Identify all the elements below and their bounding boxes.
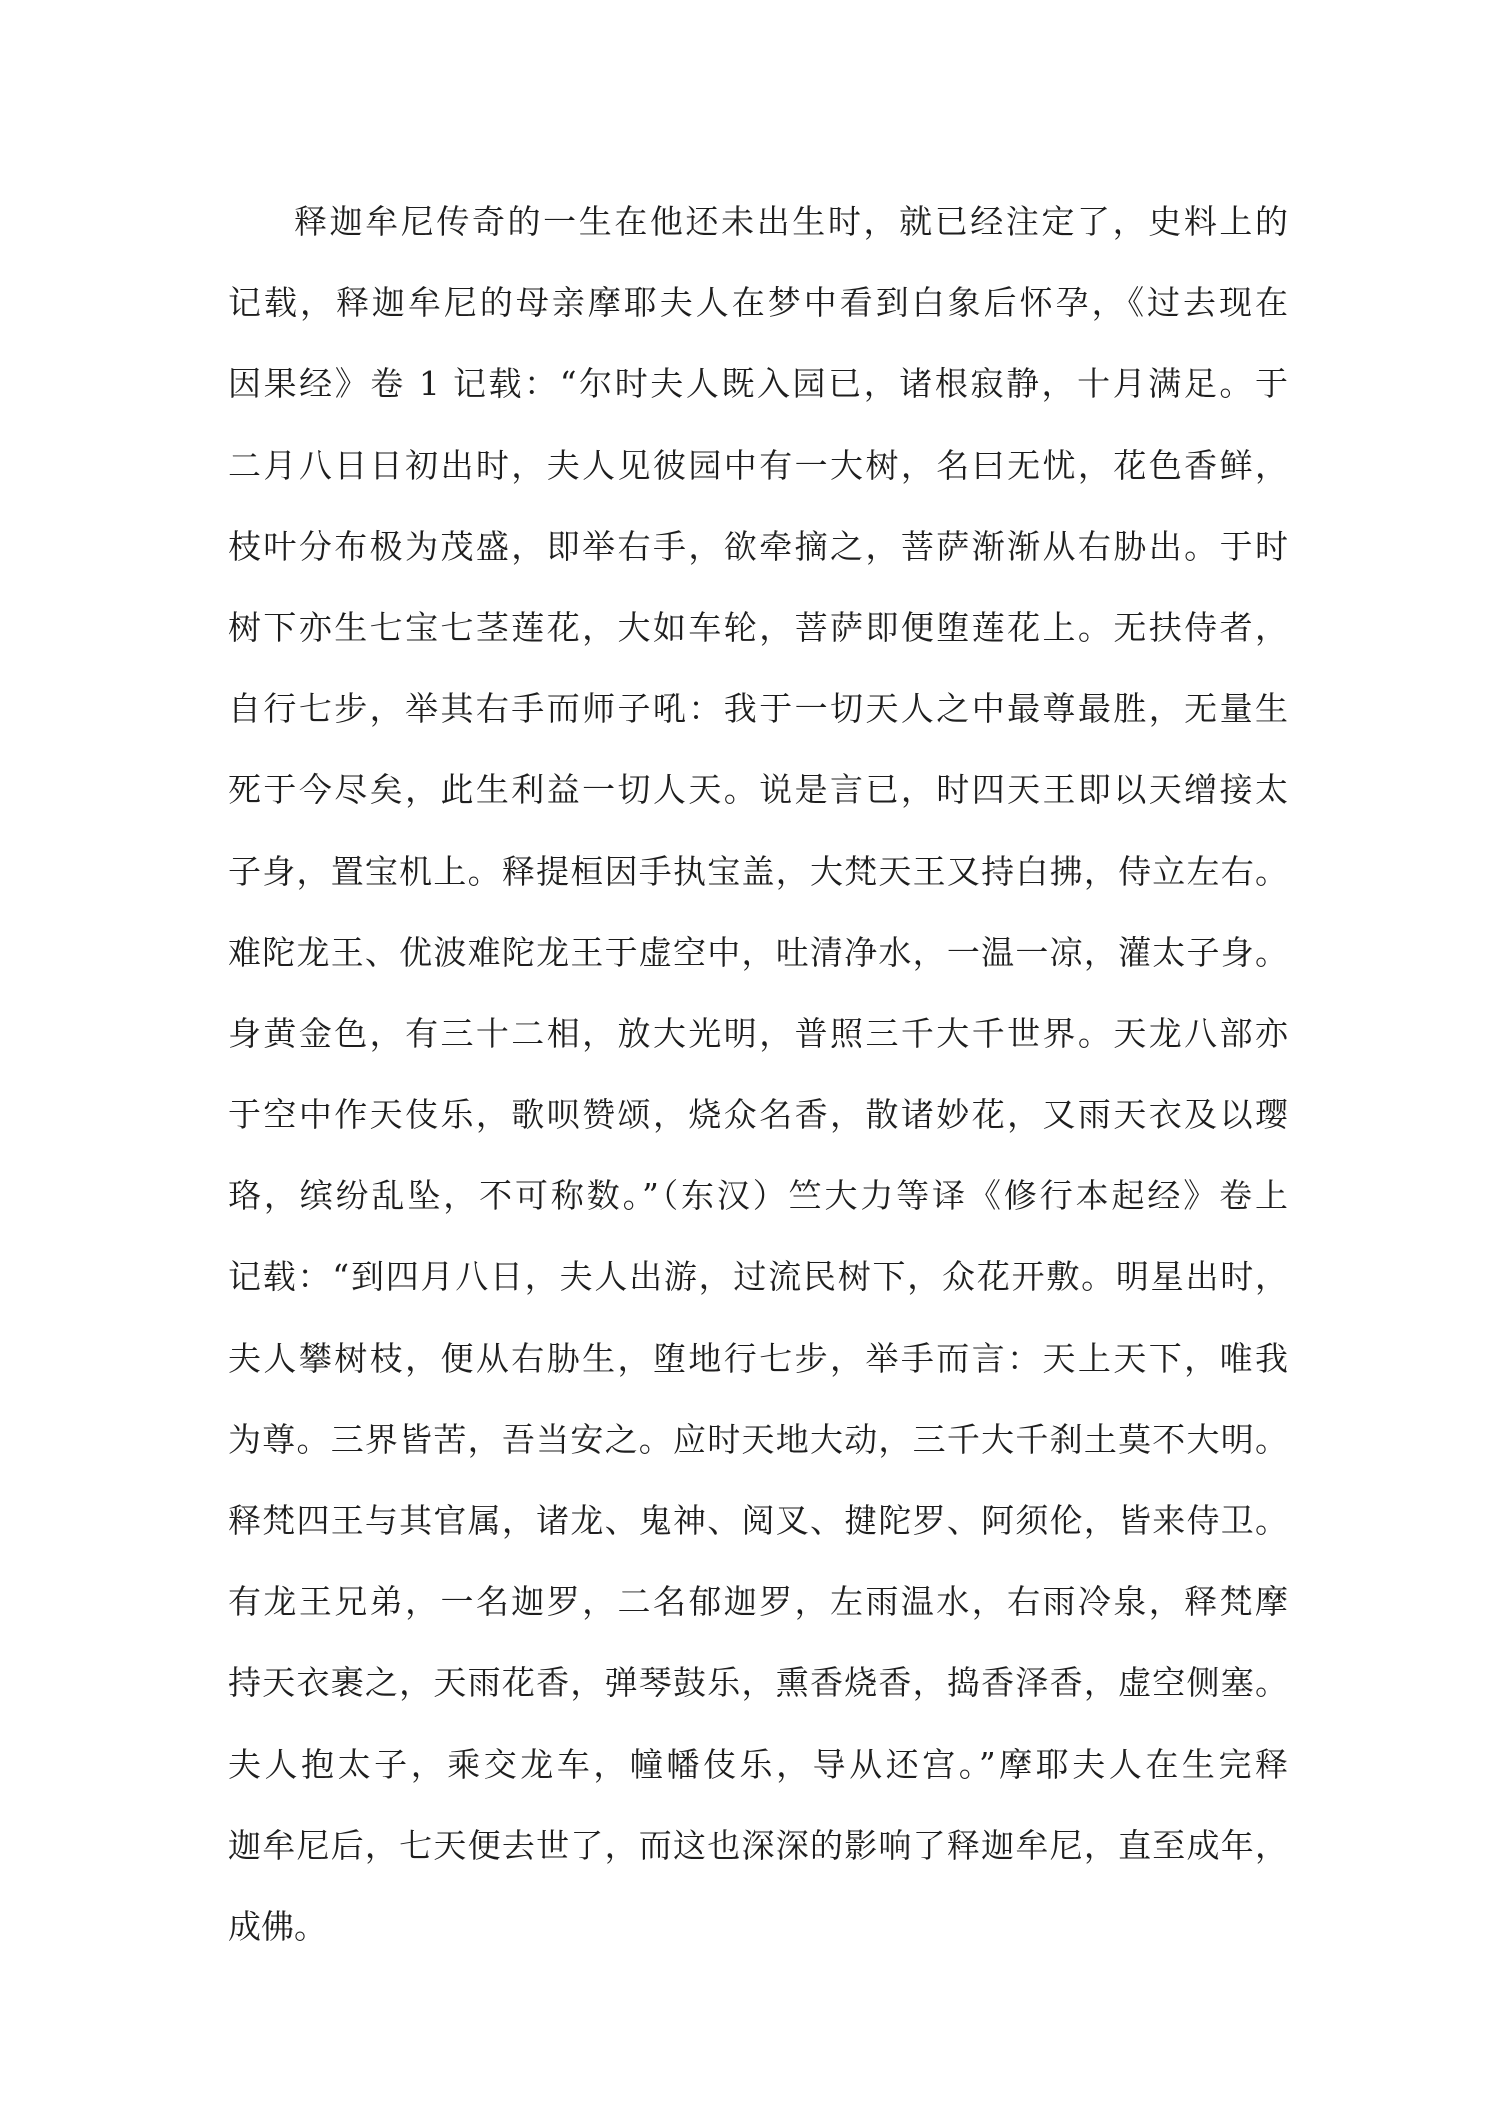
paragraph-line: 持天衣裹之，天雨花香，弹琴鼓乐，熏香烧香，捣香泽香，虚空侧塞。 [228,1663,1288,1703]
paragraph-line: 枝叶分布极为茂盛，即举右手，欲牵摘之，菩萨渐渐从右胁出。于时 [228,526,1288,566]
paragraph-line: 释迦牟尼传奇的一生在他还未出生时，就已经注定了，史料上的 [294,202,1288,241]
paragraph-line: 自行七步，举其右手而师子吼：我于一切天人之中最尊最胜，无量生 [228,689,1288,729]
paragraph-line: 难陀龙王、优波难陀龙王于虚空中，吐清净水，一温一凉，灌太子身。 [228,932,1288,972]
paragraph-line: 身黄金色，有三十二相，放大光明，普照三千大千世界。天龙八部亦 [228,1013,1288,1053]
paragraph-line: 二月八日日初出时，夫人见彼园中有一大树，名曰无忧，花色香鲜， [228,445,1288,485]
paragraph-line: 死于今尽矣，此生利益一切人天。说是言已，时四天王即以天缯接太 [228,770,1288,810]
paragraph-line: 夫人抱太子，乘交龙车，幢幡伎乐，导从还宫。”摩耶夫人在生完释 [228,1744,1288,1784]
paragraph-line: 于空中作天伎乐，歌呗赞颂，烧众名香，散诸妙花，又雨天衣及以璎 [228,1095,1288,1135]
paragraph-line: 为尊。三界皆苦，吾当安之。应时天地大动，三千大千刹土莫不大明。 [228,1419,1288,1459]
paragraph-line: 记载，释迦牟尼的母亲摩耶夫人在梦中看到白象后怀孕，《过去现在 [228,283,1288,323]
paragraph-line: 子身，置宝机上。释提桓因手执宝盖，大梵天王又持白拂，侍立左右。 [228,851,1288,891]
paragraph-line: 迦牟尼后，七天便去世了，而这也深深的影响了释迦牟尼，直至成年， [228,1825,1288,1865]
paragraph-line: 树下亦生七宝七茎莲花，大如车轮，菩萨即便堕莲花上。无扶侍者， [228,607,1288,647]
paragraph-line: 珞，缤纷乱坠，不可称数。”（东汉）竺大力等译《修行本起经》卷上 [228,1176,1288,1216]
paragraph-line: 成佛。 [228,1906,327,1946]
paragraph-line: 释梵四王与其官属，诸龙、鬼神、阅叉、揵陀罗、阿须伦，皆来侍卫。 [228,1501,1288,1540]
paragraph-line: 夫人攀树枝，便从右胁生，堕地行七步，举手而言：天上天下，唯我 [228,1338,1288,1378]
paragraph-line: 记载：“到四月八日，夫人出游，过流民树下，众花开敷。明星出时， [228,1257,1288,1297]
paragraph-line: 有龙王兄弟，一名迦罗，二名郁迦罗，左雨温水，右雨冷泉，释梵摩 [228,1582,1288,1622]
paragraph-line: 因果经》卷 1 记载：“尔时夫人既入园已，诸根寂静，十月满足。于 [228,364,1288,404]
body-paragraph [228,192,1288,1978]
